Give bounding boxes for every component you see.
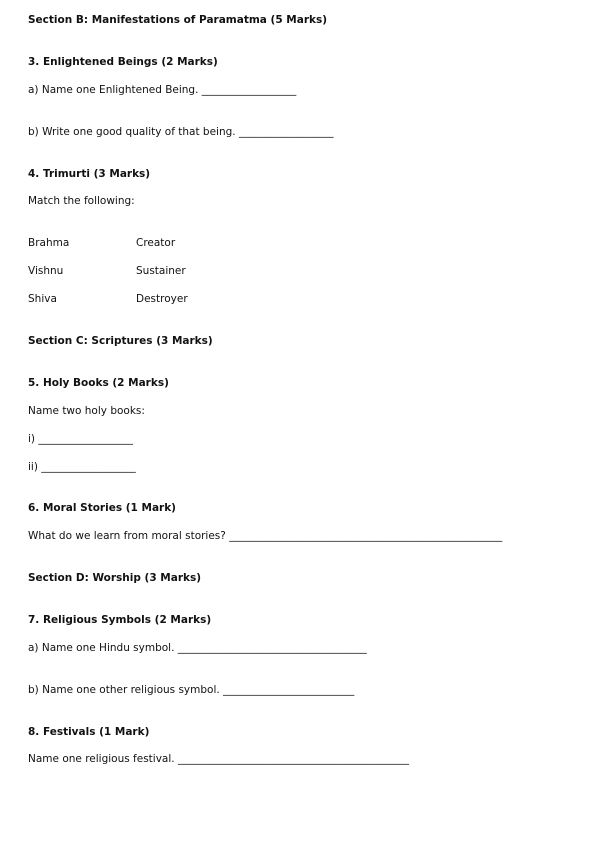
- section-c-heading: Section C: Scriptures (3 Marks): [28, 335, 213, 347]
- question-8-text: Name one religious festival. ____________________________________________: [28, 753, 409, 765]
- section-d-heading: Section D: Worship (3 Marks): [28, 572, 202, 584]
- question-7a: a) Name one Hindu symbol. ____________________________________: [28, 642, 367, 654]
- question-7b: b) Name one other religious symbol. _________________________: [28, 684, 355, 696]
- match-left-3: Shiva: [28, 293, 57, 305]
- question-3-heading: 3. Enlightened Beings (2 Marks): [28, 56, 218, 68]
- question-5-answer-ii: ii) __________________: [28, 461, 136, 473]
- match-left-2: Vishnu: [28, 265, 64, 277]
- question-5-answer-i: i) __________________: [28, 433, 133, 445]
- question-6-heading: 6. Moral Stories (1 Mark): [28, 502, 176, 514]
- match-right-3: Destroyer: [136, 293, 188, 305]
- question-3a: a) Name one Enlightened Being. __________________: [28, 84, 297, 96]
- question-3b: b) Write one good quality of that being. __________________: [28, 126, 334, 138]
- match-right-2: Sustainer: [136, 265, 186, 277]
- section-b-heading: Section B: Manifestations of Paramatma (5 Marks): [28, 14, 328, 26]
- question-7-heading: 7. Religious Symbols (2 Marks): [28, 614, 212, 626]
- question-5-instruction: Name two holy books:: [28, 405, 145, 417]
- question-6-text: What do we learn from moral stories? ____________________________________________________: [28, 530, 503, 542]
- match-right-1: Creator: [136, 237, 176, 249]
- question-4-instruction: Match the following:: [28, 195, 135, 207]
- question-4-heading: 4. Trimurti (3 Marks): [28, 168, 151, 180]
- question-8-heading: 8. Festivals (1 Mark): [28, 726, 150, 738]
- question-5-heading: 5. Holy Books (2 Marks): [28, 377, 169, 389]
- match-left-1: Brahma: [28, 237, 70, 249]
